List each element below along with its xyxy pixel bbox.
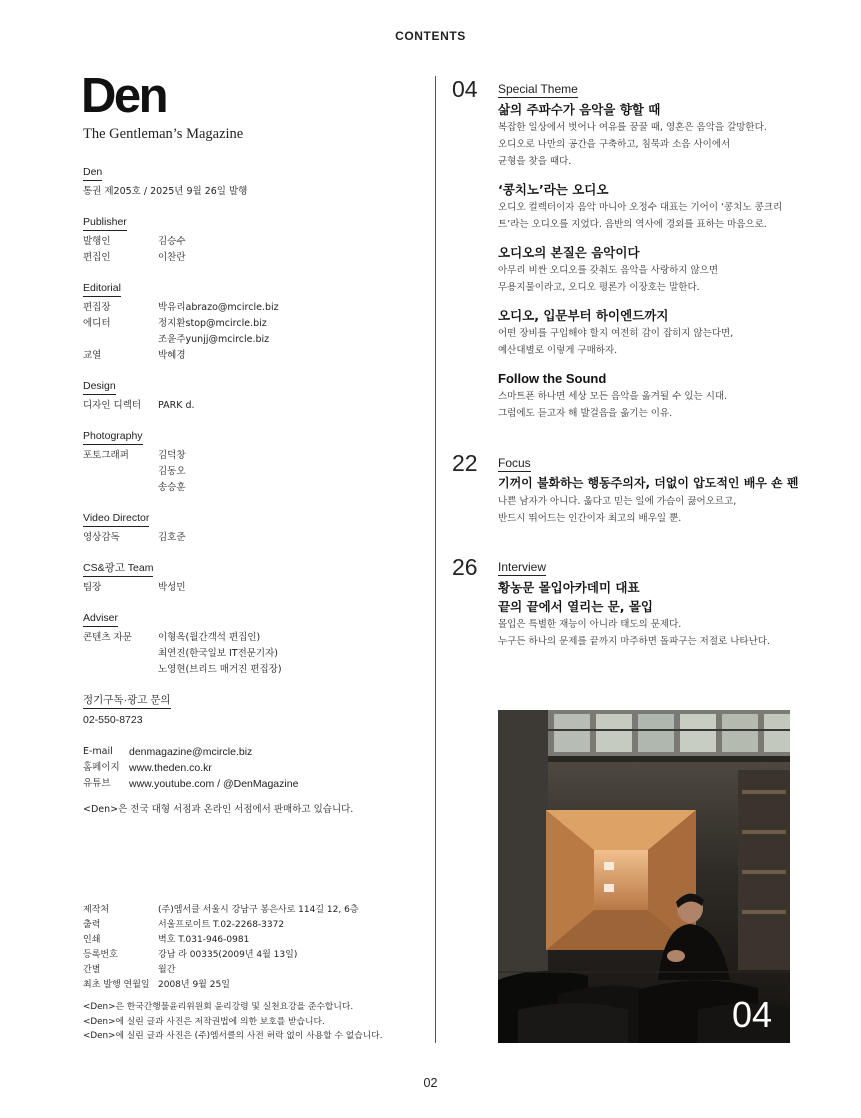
credit-name: 박성민 bbox=[158, 582, 186, 593]
credit-role: 포토그래퍼 bbox=[83, 450, 129, 461]
article-desc-line: 스마트폰 하나면 세상 모든 음악을 옮겨될 수 있는 시대. bbox=[498, 391, 728, 402]
credit-row bbox=[83, 234, 413, 250]
feature-photo[interactable] bbox=[498, 710, 790, 1043]
credit-role: 콘텐츠 자문 bbox=[83, 632, 132, 643]
credit-role: 영상감독 bbox=[83, 532, 120, 543]
credit-name: 조윤주yunjj@mcircle.biz bbox=[158, 334, 270, 345]
toc-page-number: 26 bbox=[452, 554, 478, 580]
homepage-link[interactable]: www.theden.co.kr bbox=[129, 762, 212, 774]
credit-row bbox=[83, 348, 413, 364]
section-title: Video Director bbox=[83, 512, 149, 527]
credit-row bbox=[83, 530, 413, 546]
credit-name: 김승수 bbox=[158, 236, 186, 247]
article-title: 기꺼이 불화하는 행동주의자, 더없이 압도적인 배우 숀 펜 bbox=[498, 476, 799, 490]
credit-row bbox=[83, 646, 413, 662]
credits-cs-ad-team bbox=[83, 562, 413, 596]
credit-name: 박유리abrazo@mcircle.biz bbox=[158, 302, 279, 313]
section-title: CS&광고 Team bbox=[83, 562, 153, 577]
issue-line: 통권 제205호 / 2025년 9월 26일 발행 bbox=[83, 186, 248, 197]
credit-name: 이형옥(월간객석 편집인) bbox=[158, 632, 261, 643]
imprint bbox=[83, 903, 423, 1044]
article-desc-line: 오디오 컬렉터이자 음악 마니아 오정수 대표는 기어이 ‘콩치노 콩크리 bbox=[498, 202, 783, 213]
credit-row bbox=[83, 480, 413, 496]
imprint-value: 서울프로이트 T.02-2268-3372 bbox=[158, 920, 285, 930]
imprint-row bbox=[83, 903, 423, 918]
toc-entry-special-theme[interactable] bbox=[452, 78, 812, 432]
credit-role: 팀장 bbox=[83, 582, 102, 593]
imprint-row bbox=[83, 978, 423, 993]
article-desc-line: 누구든 하나의 문제를 끝까지 마주하면 돌파구는 저절로 나타난다. bbox=[498, 636, 770, 647]
imprint-row bbox=[83, 963, 423, 978]
credit-row bbox=[83, 398, 413, 414]
credit-role: 에디터 bbox=[83, 318, 111, 329]
subscription-info bbox=[83, 694, 413, 728]
credit-name: 정지환stop@mcircle.biz bbox=[158, 318, 267, 329]
credit-role bbox=[83, 480, 158, 496]
contact-label: 홈페이지 bbox=[83, 762, 120, 773]
imprint-row bbox=[83, 918, 423, 933]
toc-page-number: 04 bbox=[452, 76, 478, 102]
toc-article[interactable] bbox=[498, 578, 812, 650]
credit-role: 편집인 bbox=[83, 252, 111, 263]
den-logo: Den bbox=[81, 69, 167, 123]
column-divider bbox=[435, 76, 436, 1043]
contact-row bbox=[83, 744, 413, 760]
toc-section-tag: Interview bbox=[498, 560, 547, 574]
credits-adviser bbox=[83, 612, 413, 678]
credit-role: 발행인 bbox=[83, 236, 111, 247]
photo-page-label: 04 bbox=[731, 994, 772, 1035]
credit-role bbox=[83, 662, 158, 678]
credit-name: 송승훈 bbox=[158, 482, 186, 493]
imprint-value: 2008년 9월 25일 bbox=[158, 980, 230, 990]
credit-row bbox=[83, 332, 413, 348]
article-desc-line: 트’라는 오디오를 지었다. 음반의 역사에 경외를 표하는 마음으로. bbox=[498, 219, 767, 230]
section-title: 정기구독·광고 문의 bbox=[83, 694, 171, 709]
legal-note: <Den>에 실린 글과 사진은 저작권법에 의한 보호를 받습니다. bbox=[83, 1016, 325, 1027]
youtube-link[interactable]: www.youtube.com / @DenMagazine bbox=[129, 778, 299, 790]
article-desc-line: 아무리 비싼 오디오를 갖춰도 음악을 사랑하지 않으면 bbox=[498, 265, 719, 276]
credit-row bbox=[83, 630, 413, 646]
imprint-label: 간별 bbox=[83, 965, 101, 975]
page-header-contents: CONTENTS bbox=[395, 29, 466, 43]
credit-row bbox=[83, 662, 413, 678]
credit-role: 디자인 디렉터 bbox=[83, 400, 142, 411]
article-title: Follow the Sound bbox=[498, 371, 607, 386]
article-title: 오디오의 본질은 음악이다 bbox=[498, 245, 640, 260]
contact-info bbox=[83, 744, 413, 792]
article-desc-line: 무용지물이라고, 오디오 평론가 이장호는 말한다. bbox=[498, 282, 700, 293]
toc-article[interactable] bbox=[498, 306, 812, 359]
issue-title: Den bbox=[83, 166, 102, 181]
toc-entry-interview[interactable] bbox=[452, 556, 812, 650]
credits-design bbox=[83, 380, 413, 414]
credit-row bbox=[83, 448, 413, 464]
imprint-value: 월간 bbox=[158, 965, 176, 975]
imprint-label: 등록번호 bbox=[83, 950, 118, 960]
credit-name: 이찬란 bbox=[158, 252, 186, 263]
credit-name: 김덕창 bbox=[158, 450, 186, 461]
toc-article[interactable] bbox=[498, 243, 812, 296]
credit-row bbox=[83, 300, 413, 316]
credit-role bbox=[83, 646, 158, 662]
credit-name: 박혜경 bbox=[158, 350, 186, 361]
article-title: 끝의 끝에서 열리는 문, 몰입 bbox=[498, 599, 653, 614]
credit-name: 노영현(브리드 매거진 편집장) bbox=[158, 664, 282, 675]
credit-name: 최연진(한국일보 IT전문기자) bbox=[158, 648, 278, 659]
article-title: 삶의 주파수가 음악을 향할 때 bbox=[498, 102, 661, 117]
toc-section-tag: Special Theme bbox=[498, 82, 578, 96]
credit-row bbox=[83, 316, 413, 332]
toc-article[interactable] bbox=[498, 180, 812, 233]
toc-article[interactable] bbox=[498, 474, 812, 527]
section-title: Design bbox=[83, 380, 116, 395]
imprint-label: 제작처 bbox=[83, 905, 110, 915]
magazine-tagline: The Gentleman’s Magazine bbox=[83, 126, 244, 142]
article-desc-line: 어떤 장비를 구입해야 할지 여전히 감이 잡히지 않는다면, bbox=[498, 328, 734, 339]
credits-editorial bbox=[83, 282, 413, 364]
credits-photography bbox=[83, 430, 413, 496]
section-title: Editorial bbox=[83, 282, 121, 297]
imprint-row bbox=[83, 933, 423, 948]
credit-name: PARK d. bbox=[158, 400, 195, 411]
imprint-value: 벽호 T.031-946-0981 bbox=[158, 935, 250, 945]
sales-note: <Den>은 전국 대형 서점과 온라인 서점에서 판매하고 있습니다. bbox=[83, 804, 354, 815]
credit-role: 편집장 bbox=[83, 302, 111, 313]
toc-entry-focus[interactable] bbox=[452, 452, 812, 537]
article-subtitle: 황농문 몰입아카데미 대표 bbox=[498, 580, 640, 595]
page-number: 02 bbox=[423, 1076, 438, 1090]
toc-section-tag: Focus bbox=[498, 456, 531, 470]
credit-row bbox=[83, 250, 413, 266]
toc-article[interactable] bbox=[498, 100, 812, 170]
credit-row bbox=[83, 580, 413, 596]
issue-info bbox=[83, 166, 413, 200]
contact-label: E-mail bbox=[83, 746, 113, 757]
masthead-credits bbox=[83, 166, 413, 818]
article-desc-line: 그럼에도 듣고자 해 발걸음을 옮기는 이유. bbox=[498, 408, 673, 419]
credit-name: 김동오 bbox=[158, 466, 186, 477]
toc-article[interactable] bbox=[498, 369, 812, 422]
article-desc-line: 복잡한 일상에서 벗어나 여유를 꿈꿀 때, 영혼은 음악을 갈망한다. bbox=[498, 122, 767, 133]
imprint-row bbox=[83, 948, 423, 963]
section-title: Publisher bbox=[83, 216, 127, 231]
imprint-label: 인쇄 bbox=[83, 935, 101, 945]
section-title: Photography bbox=[83, 430, 143, 445]
article-desc-line: 반드시 뛰어드는 인간이자 최고의 배우일 뿐. bbox=[498, 513, 682, 524]
article-title: 오디오, 입문부터 하이엔드까지 bbox=[498, 308, 669, 323]
credit-row bbox=[83, 464, 413, 480]
credit-role bbox=[83, 464, 158, 480]
credit-name: 김호준 bbox=[158, 532, 186, 543]
contact-label: 유튜브 bbox=[83, 778, 111, 789]
email-link[interactable]: denmagazine@mcircle.biz bbox=[129, 746, 253, 758]
imprint-value: 강남 라 00335(2009년 4월 13일) bbox=[158, 950, 298, 960]
legal-note: <Den>은 한국간행물윤리위원회 윤리강령 및 실천요강을 준수합니다. bbox=[83, 1002, 354, 1012]
contact-row bbox=[83, 760, 413, 776]
article-desc-line: 오디오로 나만의 공간을 구축하고, 침묵과 소음 사이에서 bbox=[498, 139, 731, 150]
legal-note: <Den>에 실린 글과 사진은 (주)엠서클의 사전 허락 없이 사용할 수 없습니다. bbox=[83, 1031, 383, 1041]
legal-notes bbox=[83, 1000, 423, 1044]
credits-video bbox=[83, 512, 413, 546]
article-title: ‘콩치노’라는 오디오 bbox=[498, 182, 609, 197]
article-desc-line: 균형을 찾을 때다. bbox=[498, 156, 572, 167]
contact-row bbox=[83, 776, 413, 792]
article-desc-line: 나쁜 남자가 아니다. 옳다고 믿는 일에 가슴이 끓어오르고, bbox=[498, 496, 737, 507]
imprint-value: (주)엠서클 서울시 강남구 봉은사로 114길 12, 6층 bbox=[158, 905, 359, 915]
credits-publisher bbox=[83, 216, 413, 266]
imprint-label: 최초 발행 연월일 bbox=[83, 980, 150, 990]
imprint-label: 출력 bbox=[83, 920, 101, 930]
credit-role: 교열 bbox=[83, 350, 102, 361]
credit-role bbox=[83, 332, 158, 348]
article-desc-line: 몰입은 특별한 재능이 아니라 태도의 문제다. bbox=[498, 619, 682, 630]
section-title: Adviser bbox=[83, 612, 118, 627]
toc-page-number: 22 bbox=[452, 450, 478, 476]
subscription-phone: 02-550-8723 bbox=[83, 714, 143, 726]
article-desc-line: 예산대별로 이렇게 구매하자. bbox=[498, 345, 618, 356]
